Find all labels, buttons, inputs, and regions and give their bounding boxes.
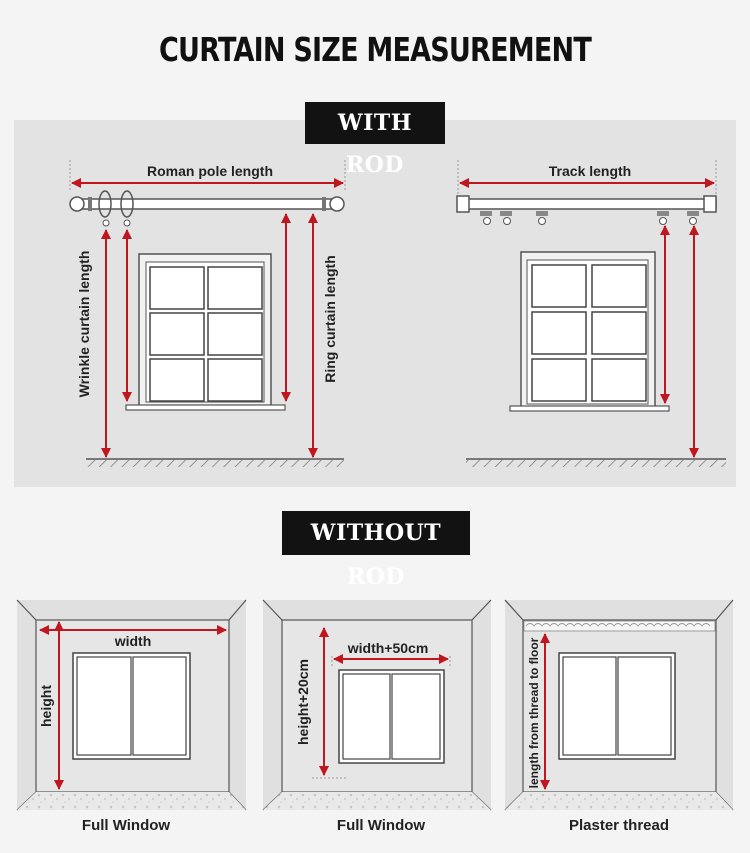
length-thread-to-floor-label: length from thread to floor xyxy=(527,637,541,789)
track-rail xyxy=(460,199,716,209)
window-sill xyxy=(510,406,669,411)
roman-pole xyxy=(78,199,338,209)
page-title: CURTAIN SIZE MEASUREMENT xyxy=(159,30,591,69)
finial-left xyxy=(70,197,84,211)
ring-curtain-length-label: Ring curtain length xyxy=(322,255,338,383)
finial-right xyxy=(330,197,344,211)
height-label: height xyxy=(38,685,54,727)
window-sill xyxy=(126,405,285,410)
width-label: width xyxy=(114,633,152,649)
track-length-label: Track length xyxy=(548,163,632,179)
width-plus-50cm-label: width+50cm xyxy=(347,640,429,656)
caption-full-window-2: Full Window xyxy=(336,817,426,834)
with-rod-banner: WITH ROD xyxy=(305,102,445,144)
roman-pole-length-label: Roman pole length xyxy=(147,163,273,179)
caption-full-window-1: Full Window xyxy=(81,817,171,834)
height-plus-20cm-label: height+20cm xyxy=(295,659,311,745)
caption-plaster-thread: Plaster thread xyxy=(568,817,670,834)
without-rod-banner: WITHOUT ROD xyxy=(282,511,470,555)
wrinkle-curtain-length-label: Wrinkle curtain length xyxy=(76,250,92,398)
